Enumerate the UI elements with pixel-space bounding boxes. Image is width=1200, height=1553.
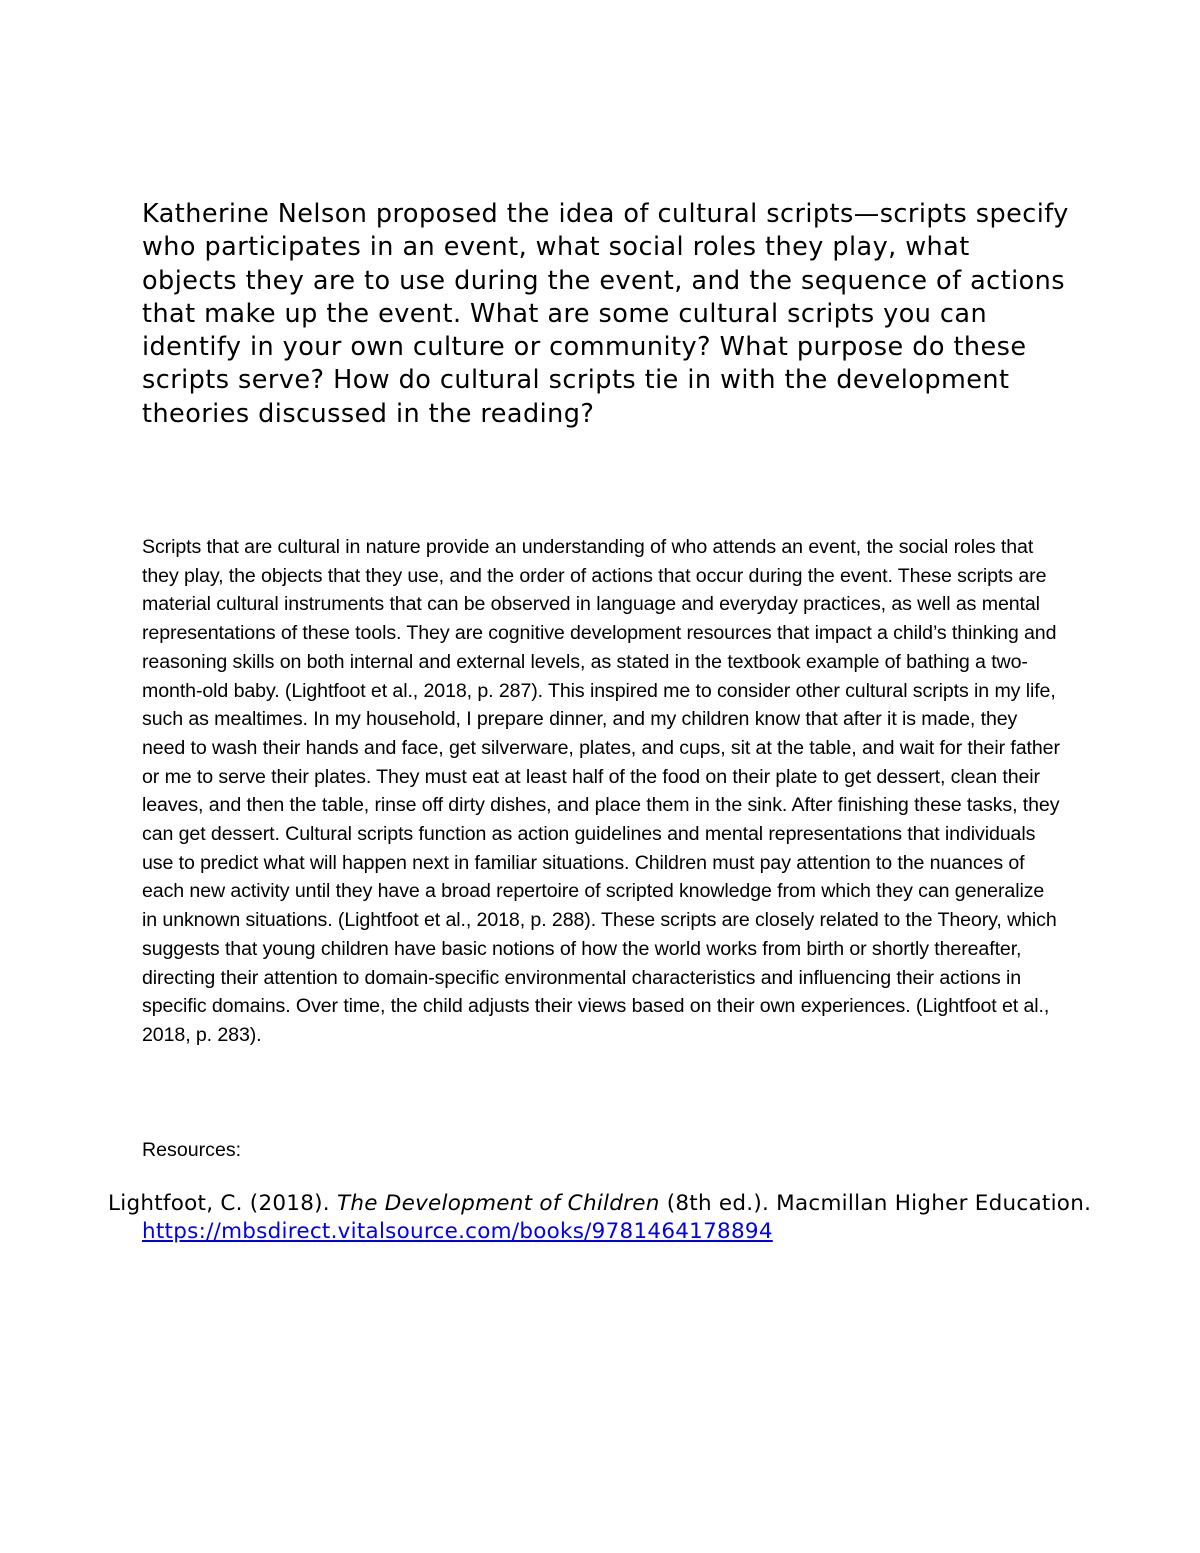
citation-link[interactable]: https://mbsdirect.vitalsource.com/books/9781464178894 bbox=[142, 1219, 773, 1245]
response-paragraph: Scripts that are cultural in nature provide an understanding of who attends an event, the social roles that they play, the objects that they use, and the order of actions that occur during the event. These scripts are material cultural instruments that can be observed in language and everyday practices, as well as mental representations of these tools. They are cognitive development resources that impact a child’s thinking and reasoning skills on both internal and external levels, as stated in the textbook example of bathing a two-month-old baby. (Lightfoot et al., 2018, p. 287). This inspired me to consider other cultural scripts in my life, such as mealtimes. In my household, I prepare dinner, and my children know that after it is made, they need to wash their hands and face, get silverware, plates, and cups, sit at the table, and wait for their father or me to serve their plates. They must eat at least half of the food on their plate to get dessert, clean their leaves, and then the table, rinse off dirty dishes, and place them in the sink. After finishing these tasks, they can get dessert. Cultural scripts function as action guidelines and mental representations that individuals use to predict what will happen next in familiar situations. Children must pay attention to the nuances of each new activity until they have a broad repertoire of scripted knowledge from which they can generalize in unknown situations. (Lightfoot et al., 2018, p. 288). These scripts are closely related to the Theory, which suggests that young children have basic notions of how the world works from birth or shortly thereafter, directing their attention to domain-specific environmental characteristics and influencing their actions in specific domains. Over time, the child adjusts their views based on their own experiences. (Lightfoot et al., 2018, p. 283). bbox=[142, 536, 1060, 1046]
discussion-prompt: Katherine Nelson proposed the idea of cultural scripts—scripts specify who participates in an event, what social roles they play, what objects they are to use during the event, and the sequence of actions that make up the event. What are some cultural scripts you can identify in your own culture or community? What purpose do these scripts serve? How do cultural scripts tie in with the development theories discussed in the reading? bbox=[142, 199, 1069, 429]
citation-edition-publisher: (8th ed.). Macmillan Higher Education. bbox=[659, 1191, 1092, 1216]
reference-citation bbox=[108, 1190, 1102, 1246]
resources-heading: Resources: bbox=[142, 1139, 242, 1161]
citation-author-year: Lightfoot, C. (2018). bbox=[108, 1191, 337, 1216]
citation-book-title: The Development of Children bbox=[336, 1191, 660, 1216]
